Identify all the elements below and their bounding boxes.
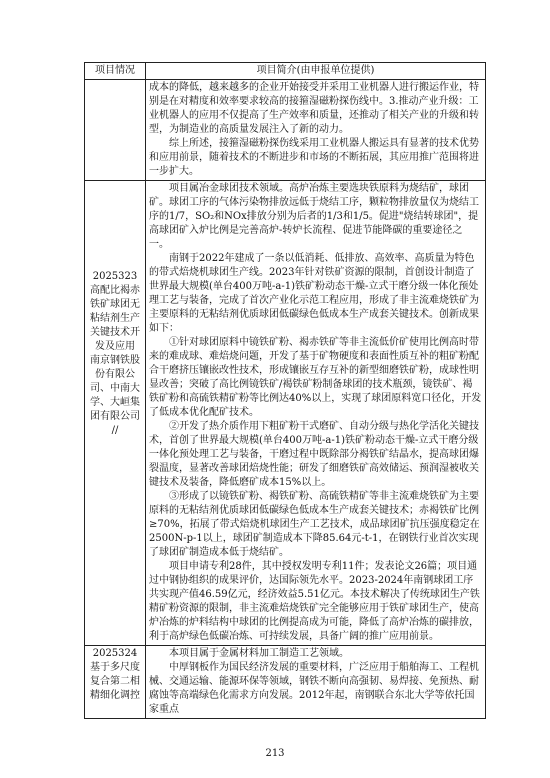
summary-paragraph: 南钢于2022年建成了一条以低消耗、低排放、高效率、高质量为特色的带式焙烧机球团生产线。2023年针对铁矿资源的限制，首创设计制造了世界最大规模(单台400万吨-a-1)铁矿粉动态干燥-立式干磨分级一体化预处理工艺与装备，完成了首次产业化示范工程应用，形成了非主流难烧铁矿为主要原料的无粘结剂优质球团低碳绿色低成本生产成套关键技术。创新成果如下： xyxy=(149,253,479,334)
project-name-line: 份有限公 xyxy=(95,369,135,380)
header-project-summary: 项目简介(由申报单位提供) xyxy=(146,63,486,80)
project-name-cell xyxy=(85,646,146,719)
project-table xyxy=(84,62,486,719)
summary-paragraph: 中厚钢板作为国民经济发展的重要材料，广泛应用于船舶海工、工程机械、交通运输、能源环保等领域，钢铁不断向高强韧、易焊接、免预热、耐腐蚀等高端绿色化需求方向发展。2012年起，南钢联合东北大学等依托国家重点 xyxy=(149,662,479,715)
summary-paragraph: 项目申请专利28件，其中授权发明专利11件；发表论文26篇；项目通过中钢协组织的成果评价，达国际领先水平。2023-2024年南钢球团工序共实现产值46.59亿元，经济效益5.51亿元。本技术解决了传统球团生产铁精矿粉资源的限制，非主流难焙烧铁矿完全能够应用于铁矿球团生产，使高炉冶炼的炉料结构中球团的比例提高成为可能，降低了高炉冶炼的碳排放，利于高炉绿色低碳冶炼、可持续发展，具备广阔的推广应用前景。 xyxy=(149,561,480,642)
project-name-line: 学、大峘集 xyxy=(90,397,140,408)
summary-paragraph: 项目属冶金球团技术领域。高炉冶炼主要选块铁原料为烧结矿，球团矿。球团工序的气体污染物排放远低于烧结工序，颗粒物排放量仅为烧结工序的1/7，SO₂和NOx排放分别为后者的1/3和1/5。促进"烧结转球团"，提高球团矿入炉比例是完善高炉-转炉长流程、促进节能降碳的重要途径之一。 xyxy=(149,183,479,250)
summary-paragraph: ①针对球团原料中镜铁矿粉、褐赤铁矿等非主流低价矿使用比例高时带来的难成球、难焙烧问题，开发了基于矿物硬度和表面性质互补的粗矿粉配合干磨挤压镶嵌改性技术，形成镶嵌互存互补的新型细磨铁矿粉，成球性明显改善；突破了高比例镜铁矿/褐铁矿粉制备球团的技术瓶颈，镜铁矿、褐铁矿粉和高硫铁精矿粉等比例达40%以上，实现了球团原料宽口径化，开发了低成本优化配矿技术。 xyxy=(149,337,482,418)
project-name-cell xyxy=(85,181,146,646)
table-row xyxy=(85,646,486,719)
project-name-line: 2025323 xyxy=(92,271,138,282)
project-summary-cell xyxy=(146,181,486,646)
project-name-cell xyxy=(85,80,146,181)
project-name-line: 精细化调控 xyxy=(90,690,140,701)
table-header-row xyxy=(85,63,486,80)
page-number: 213 xyxy=(265,748,285,759)
summary-paragraph: 成本的降低，越来越多的企业开始接受并采用工业机器人进行搬运作业，特别是在对精度和效率要求较高的接箍湿磁粉探伤线中。3.推动产业升级：工业机器人的应用不仅提高了生产效率和质量，还推动了相关产业的升级和转型，为制造业的高质量发展注入了新的动力。 xyxy=(149,82,479,135)
table-body xyxy=(85,80,486,719)
summary-paragraph: 本项目属于金属材料加工制造工艺领域。 xyxy=(169,648,349,659)
table-row xyxy=(85,181,486,646)
project-name-line: 2025324 xyxy=(92,648,138,659)
project-name-line: 团有限公司 xyxy=(90,411,140,422)
table-row xyxy=(85,80,486,181)
summary-paragraph: 综上所述，接箍湿磁粉探伤线采用工业机器人搬运具有显著的技术优势和应用前景，随着技术的不断进步和市场的不断拓展，其应用推广范围将进一步扩大。 xyxy=(149,138,479,177)
project-name-line: // xyxy=(111,425,119,436)
project-name-line: 复合第二相 xyxy=(90,676,140,687)
project-name-line: 铁矿球团无 xyxy=(90,299,140,310)
header-project-info: 项目情况 xyxy=(85,63,146,80)
project-name-line: 关键技术开 xyxy=(90,327,140,338)
project-name-line: 粘结剂生产 xyxy=(90,313,140,324)
summary-paragraph: ③形成了以镜铁矿粉、褐铁矿粉、高硫铁精矿等非主流难烧铁矿为主要原料的无粘结剂优质球团低碳绿色低成本生产成套关键技术；赤褐铁矿比例≥70%，拓展了带式焙烧机球团生产工艺技术，成品球团矿抗压强度稳定在2500N-p-1以上，球团矿制造成本下降85.64元-t-1，在钢铁行业首次实现了球团矿制造成本低于烧结矿。 xyxy=(149,491,480,558)
project-name-line: 高配比褐赤 xyxy=(90,285,140,296)
project-summary-cell xyxy=(146,646,486,719)
project-summary-cell xyxy=(146,80,486,181)
project-name-line: 司、中南大 xyxy=(90,383,140,394)
project-name-line: 基于多尺度 xyxy=(90,662,140,673)
summary-paragraph: ②开发了热介质作用下粗矿粉干式磨矿、自动分级与热化学活化关键技术，首创了世界最大规模(单台400万吨-a-1)铁矿粉动态干燥-立式干磨分级一体化预处理工艺与装备，干磨过程中既除部分褐铁矿结晶水，提高球团爆裂温度，显著改善球团焙烧性能；研发了细磨铁矿高效储运、预润湿被收关键技术及装备，降低磨矿成本15%以上。 xyxy=(149,421,479,488)
project-name-line: 南京钢铁股 xyxy=(90,355,140,366)
project-name-line: 发及应用 xyxy=(95,341,135,352)
